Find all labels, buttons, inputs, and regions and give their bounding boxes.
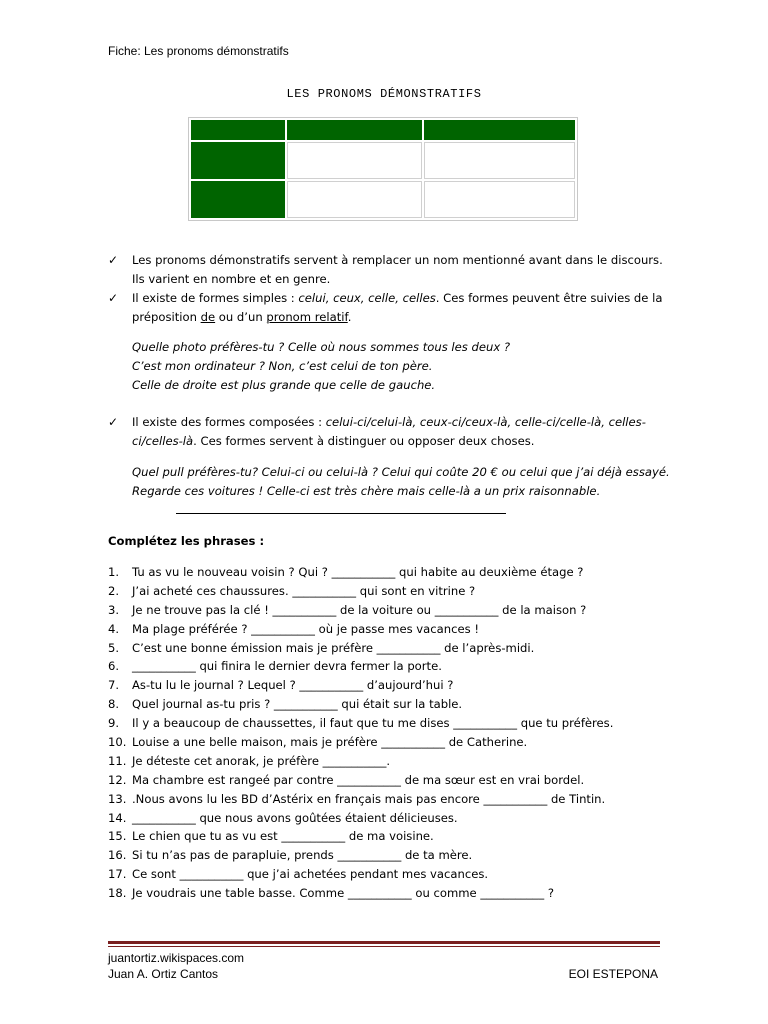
example-line: Regarde ces voitures ! Celle-ci est très chère mais celle-là a un prix raisonnable. xyxy=(132,484,601,498)
item-text: Le chien que tu as vu est ___________ de ma voisine. xyxy=(132,829,434,844)
item-number: 12. xyxy=(108,772,127,787)
list-item xyxy=(108,563,668,582)
item-number: 1. xyxy=(108,565,120,579)
item-number: 14. xyxy=(108,810,127,825)
example-line: Quelle photo préfères-tu ? Celle où nous sommes tous les deux ? xyxy=(132,340,511,354)
footer-author: Juan A. Ortiz Cantos xyxy=(108,967,219,981)
list-item xyxy=(108,620,668,639)
table-cell xyxy=(424,181,575,218)
item-text: As-tu lu le journal ? Lequel ? ___________ d’aujourd’hui ? xyxy=(132,678,454,693)
item-text: Louise a une belle maison, mais je préfère ___________ de Catherine. xyxy=(132,735,528,750)
list-item xyxy=(108,752,668,771)
table-row-header-cell xyxy=(191,181,285,218)
example-line: Celle de droite est plus grande que celle de gauche. xyxy=(132,378,436,392)
table-header-cell xyxy=(287,120,422,140)
item-number: 8. xyxy=(108,697,120,712)
bullet-text: Il existe des formes composées : xyxy=(132,415,326,429)
table-header-row xyxy=(191,120,575,140)
pronoun-table xyxy=(188,117,578,221)
bullet-text: Il existe de formes simples : xyxy=(132,291,299,305)
item-text: Je voudrais une table basse. Comme ___________ ou comme ___________ ? xyxy=(132,886,554,901)
item-number: 3. xyxy=(108,602,120,617)
table-row xyxy=(191,142,575,179)
bullet-text: . Ces formes peuvent être suivies de la xyxy=(435,291,663,305)
table-header-cell xyxy=(424,120,575,140)
list-item xyxy=(108,582,668,601)
bullet-text: préposition xyxy=(132,310,201,324)
list-item xyxy=(108,639,668,658)
bullet-text: Les pronoms démonstratifs servent à remplacer un nom mentionné avant dans le discours. xyxy=(132,253,663,267)
document-title: LES PRONOMS DÉMONSTRATIFS xyxy=(286,87,482,101)
exercise-list xyxy=(108,563,668,903)
list-item xyxy=(108,733,668,752)
item-text: Il y a beaucoup de chaussettes, il faut que tu me dises ___________ que tu préfères. xyxy=(132,716,614,731)
list-item xyxy=(108,865,668,884)
table-row-header-cell xyxy=(191,142,285,179)
examples-compound xyxy=(132,463,672,501)
item-number: 9. xyxy=(108,716,120,731)
bullet-compound-forms xyxy=(108,413,668,451)
example-line: C’est mon ordinateur ? Non, c’est celui de ton père. xyxy=(132,359,433,373)
compound-forms: celui-ci/celui-là, ceux-ci/ceux-là, celle-ci/celle-là, celles- xyxy=(325,415,646,429)
item-text: ___________ qui finira le dernier devra fermer la porte. xyxy=(132,659,442,674)
item-number: 5. xyxy=(108,640,120,655)
item-text: Ma chambre est rangeé par contre ___________ de ma sœur est en vrai bordel. xyxy=(132,772,585,787)
list-item xyxy=(108,601,668,620)
footer-rule xyxy=(108,941,660,944)
document-header: Fiche: Les pronoms démonstratifs xyxy=(108,44,289,58)
item-number: 15. xyxy=(108,829,127,844)
item-number: 13. xyxy=(108,791,127,806)
item-number: 10. xyxy=(108,735,127,750)
item-text: .Nous avons lu les BD d’Astérix en français mais pas encore ___________ de Tintin. xyxy=(132,791,606,806)
underlined-de: de xyxy=(200,310,216,324)
list-item xyxy=(108,695,668,714)
list-item xyxy=(108,657,668,676)
list-item xyxy=(108,884,668,903)
checkmark-icon: ✓ xyxy=(108,253,119,267)
item-text: C’est une bonne émission mais je préfère ___________ de l’après-midi. xyxy=(132,640,535,655)
item-number: 4. xyxy=(108,621,120,636)
item-text: Je ne trouve pas la clé ! ___________ de la voiture ou ___________ de la maison ? xyxy=(132,602,587,617)
item-text: J’ai acheté ces chaussures. ___________ qui sont en vitrine ? xyxy=(132,583,476,598)
examples-simple xyxy=(132,338,672,395)
table-header-cell xyxy=(191,120,285,140)
table-cell xyxy=(424,142,575,179)
bullet-text: Ils varient en nombre et en genre. xyxy=(132,272,331,286)
item-number: 18. xyxy=(108,886,127,901)
item-number: 11. xyxy=(108,753,127,768)
footer-rule xyxy=(108,946,660,947)
bullet-simple-forms xyxy=(108,289,668,327)
item-number: 6. xyxy=(108,659,120,674)
item-number: 16. xyxy=(108,848,127,863)
item-text: ___________ que nous avons goûtées étaient délicieuses. xyxy=(132,810,458,825)
underlined-relative-pronoun: pronom relatif xyxy=(266,310,348,324)
item-text: Quel journal as-tu pris ? ___________ qui était sur la table. xyxy=(132,697,463,712)
list-item xyxy=(108,771,668,790)
example-line: Quel pull préfères-tu? Celui-ci ou celui-là ? Celui qui coûte 20 € ou celui que j’ai déjà essayé. xyxy=(132,465,670,479)
item-text: Ma plage préférée ? ___________ où je passe mes vacances ! xyxy=(132,621,479,636)
compound-forms: ci/celles-là xyxy=(132,434,194,448)
list-item xyxy=(108,676,668,695)
item-number: 17. xyxy=(108,867,127,882)
exercise-title: Complétez les phrases : xyxy=(108,534,265,548)
item-number: 7. xyxy=(108,678,120,693)
list-item xyxy=(108,846,668,865)
item-number: 2. xyxy=(108,583,120,598)
item-text: Si tu n’as pas de parapluie, prends ___________ de ta mère. xyxy=(132,848,473,863)
list-item xyxy=(108,714,668,733)
table-row xyxy=(191,181,575,218)
bullet-text: . Ces formes servent à distinguer ou opposer deux choses. xyxy=(193,434,535,448)
item-text: Ce sont ___________ que j’ai achetées pendant mes vacances. xyxy=(132,867,489,882)
item-text: Je déteste cet anorak, je préfère ___________. xyxy=(132,753,391,768)
list-item xyxy=(108,790,668,809)
bullet-usage xyxy=(108,251,668,289)
list-item xyxy=(108,827,668,846)
footer-url: juantortiz.wikispaces.com xyxy=(108,951,245,965)
bullet-text: . xyxy=(347,310,352,324)
checkmark-icon: ✓ xyxy=(108,291,119,305)
footer-school: EOI ESTEPONA xyxy=(568,967,658,981)
simple-forms: celui, ceux, celle, celles xyxy=(298,291,436,305)
bullet-text: ou d’un xyxy=(215,310,267,324)
table-cell xyxy=(287,181,422,218)
table-cell xyxy=(287,142,422,179)
list-item xyxy=(108,809,668,828)
separator-line xyxy=(176,513,506,514)
checkmark-icon: ✓ xyxy=(108,415,119,429)
item-text: Tu as vu le nouveau voisin ? Qui ? ___________ qui habite au deuxième étage ? xyxy=(132,565,584,579)
